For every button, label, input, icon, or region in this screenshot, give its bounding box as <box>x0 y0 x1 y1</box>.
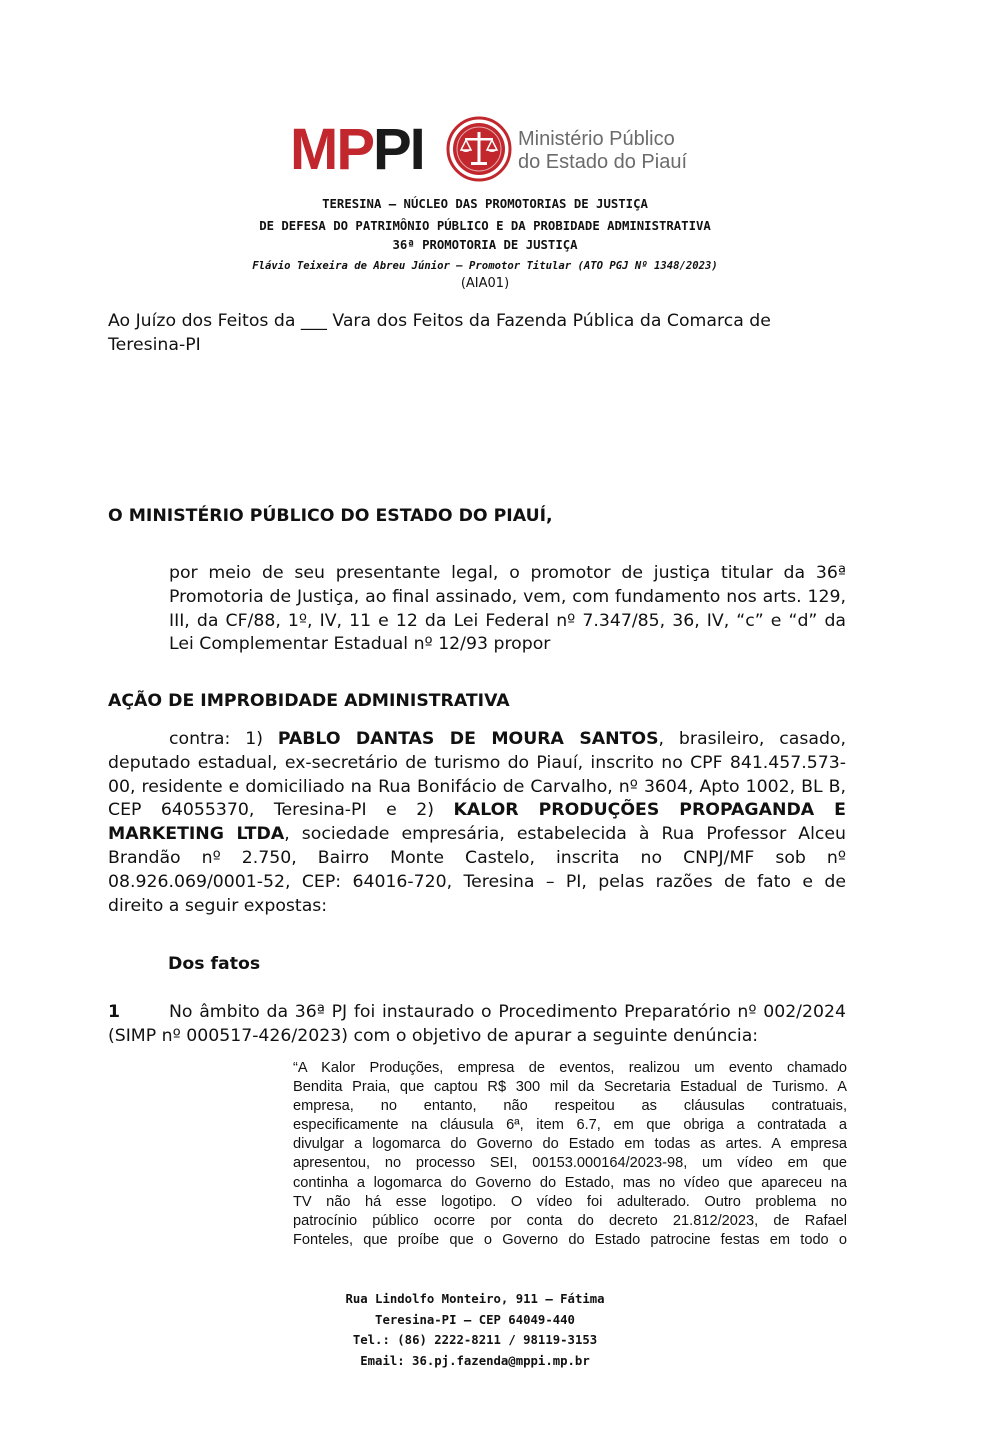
footer-street: Rua Lindolfo Monteiro, 911 – Fátima <box>345 1292 605 1306</box>
quote-line: continha a logomarca do Governo do Estado, mas no vídeo que apareceu na <box>293 1174 847 1191</box>
footer-email: Email: 36.pj.fazenda@mppi.mp.br <box>360 1353 590 1368</box>
quote-line: apresentou, no processo SEI, 00153.000164/2023-98, um vídeo em que <box>293 1155 847 1172</box>
action-title: AÇÃO DE IMPROBIDADE ADMINISTRATIVA <box>108 691 510 711</box>
logo-mark-mp: MP <box>290 117 373 182</box>
defendants-line5-post: , sociedade empresária, estabelecida à Rua Professor Alceu <box>284 824 846 845</box>
section-title: Dos fatos <box>168 954 261 974</box>
header-promotor: Flávio Teixeira de Abreu Júnior – Promotor Titular (ATO PGJ Nº 1348/2023) <box>252 260 718 272</box>
defendants-line1-post: , brasileiro, casado, <box>658 729 846 749</box>
header-line-2: DE DEFESA DO PATRIMÔNIO PÚBLICO E DA PROBIDADE ADMINISTRATIVA <box>259 219 711 233</box>
court-address <box>108 310 848 358</box>
defendants-line5 <box>108 823 846 847</box>
intro-line3: III, da CF/88, 1º, IV, 11 e 12 da Lei Federal nº 7.347/85, 36, IV, “c” e “d” da <box>169 610 846 631</box>
document-code: (AIA01) <box>460 276 510 291</box>
court-address-line1: Ao Juízo dos Feitos da ___ Vara dos Feitos da Fazenda Pública da Comarca de <box>108 311 771 331</box>
paragraph1-line2: (SIMP nº 000517-426/2023) com o objetivo de apurar a seguinte denúncia: <box>108 1025 759 1046</box>
footer-contact <box>340 1289 610 1371</box>
defendants-line8: direito a seguir expostas: <box>108 895 328 916</box>
defendants-line6: Brandão nº 2.750, Bairro Monte Castelo, inscrita no CNPJ/MF sob nº <box>108 847 846 868</box>
defendants-line4 <box>108 799 846 823</box>
quote-line: Fonteles, que proíbe que o Governo do Estado patrocine festas em todo o <box>293 1231 847 1248</box>
paragraph-number: 1 <box>108 1002 121 1022</box>
quote-line: Bendita Praia, que captou R$ 300 mil da Secretaria Estadual de Turismo. A <box>293 1079 847 1096</box>
defendant2-name: KALOR PRODUÇÕES PROPAGANDA E <box>453 800 846 821</box>
logo-name-line2: do Estado do Piauí <box>518 151 688 173</box>
quote-line: divulgar a logomarca do Governo do Estado em todas as artes. A empresa <box>293 1136 847 1153</box>
intro-line4: Lei Complementar Estadual nº 12/93 propor <box>169 634 551 655</box>
justice-seal-icon <box>446 116 512 182</box>
defendants-paragraph <box>108 728 846 918</box>
quote-line: patrocínio público ocorre por conta do decreto 21.812/2023, de Rafael <box>293 1212 847 1229</box>
court-address-line2: Teresina-PI <box>108 334 201 355</box>
quote-line: TV não há esse logotipo. O vídeo foi adulterado. Outro problema no <box>293 1193 847 1210</box>
intro-line1: por meio de seu presentante legal, o promotor de justiça titular da 36ª <box>169 563 846 583</box>
defendant1-name: PABLO DANTAS DE MOURA SANTOS <box>277 729 659 749</box>
paragraph1-line1: No âmbito da 36ª PJ foi instaurado o Procedimento Preparatório nº 002/2024 <box>169 1002 846 1022</box>
complaint-quote <box>293 1059 847 1250</box>
quote-line: empresa, no entanto, não respeitou as cláusulas contratuais, <box>293 1098 847 1115</box>
quote-line: especificamente na cláusula 6ª, item 6.7, em que obriga a contratada a <box>293 1117 847 1134</box>
footer-city: Teresina-PI – CEP 64049-440 <box>375 1312 575 1327</box>
defendants-line1 <box>108 728 846 752</box>
footer-phone: Tel.: (86) 2222-8211 / 98119-3153 <box>352 1333 598 1347</box>
paragraph-1 <box>108 1001 846 1049</box>
plaintiff-heading: O MINISTÉRIO PÚBLICO DO ESTADO DO PIAUÍ, <box>108 506 553 526</box>
logo-institution-name <box>518 128 687 174</box>
defendants-line2: deputado estadual, ex-secretário de turismo do Piauí, inscrito no CPF 841.457.573- <box>108 752 846 773</box>
logo-wordmark <box>290 117 424 182</box>
logo-name-line1: Ministério Público <box>518 128 675 150</box>
header-line-3: 36ª PROMOTORIA DE JUSTIÇA <box>392 238 578 252</box>
logo-mark-pi: PI <box>373 117 424 182</box>
defendants-line3: 00, residente e domiciliado na Rua Bonifácio de Carvalho, nº 3604, Apto 1002, BL B, <box>108 776 846 797</box>
quote-line: “A Kalor Produções, empresa de eventos, realizou um evento chamado <box>293 1060 847 1076</box>
defendants-line7: 08.926.069/0001-52, CEP: 64016-720, Teresina – PI, pelas razões de fato e de <box>108 871 846 892</box>
defendant2-name-cont: MARKETING LTDA <box>108 824 285 845</box>
defendants-line4-pre: CEP 64055370, Teresina-PI e 2) <box>108 800 454 821</box>
intro-paragraph <box>169 562 846 657</box>
mppi-logo <box>290 112 690 192</box>
defendants-line1-pre: contra: 1) <box>169 729 278 749</box>
intro-line2: Promotoria de Justiça, ao final assinado, vem, com fundamento nos arts. 129, <box>169 586 846 607</box>
header-line-1: TERESINA – NÚCLEO DAS PROMOTORIAS DE JUSTIÇA <box>322 197 648 211</box>
